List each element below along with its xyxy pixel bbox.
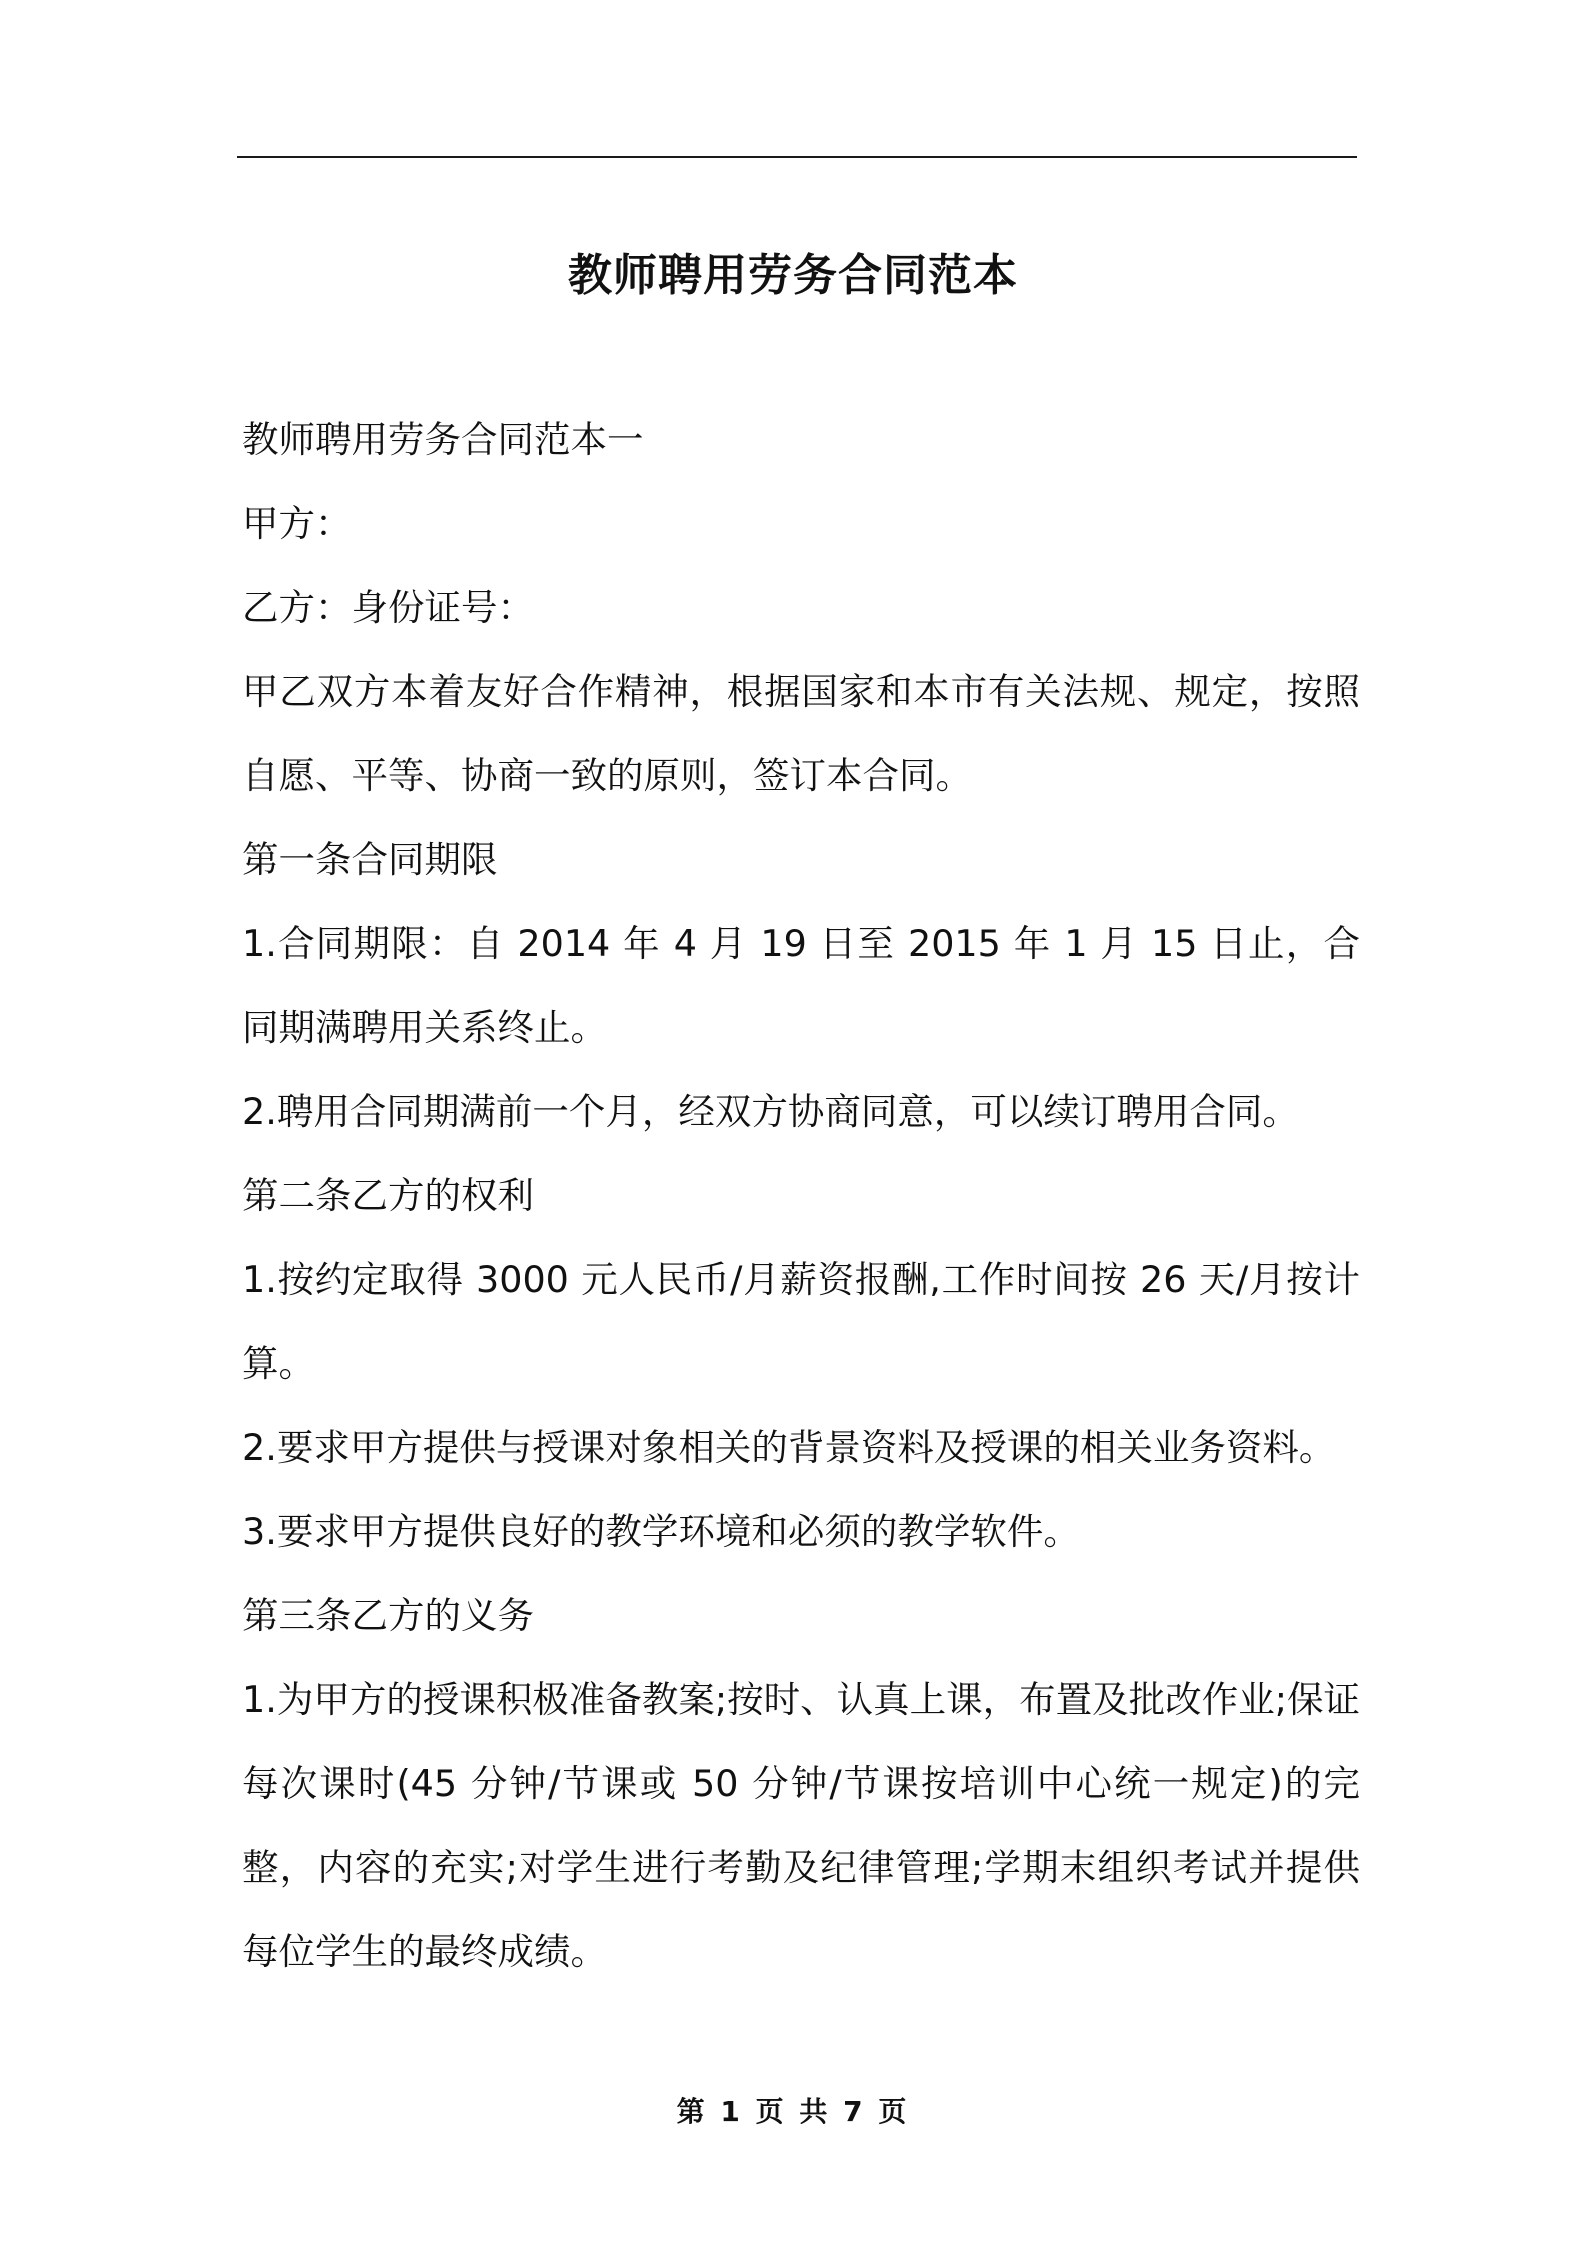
document-body <box>242 398 1360 1994</box>
clause-paragraph: 3.要求甲方提供良好的教学环境和必须的教学软件。 <box>242 1510 1080 1553</box>
party-a-line: 甲方： <box>242 502 352 545</box>
party-b-line: 乙方：身份证号： <box>242 586 534 629</box>
clause-paragraph: 1.合同期限：自 2014 年 4 月 19 日至 2015 年 1 月 15 日止，合同期满聘用关系终止。 <box>242 922 1360 1049</box>
page-number-footer: 第 1 页 共 7 页 <box>676 2095 910 2128</box>
clause-paragraph: 1.为甲方的授课积极准备教案;按时、认真上课，布置及批改作业;保证每次课时(45 分钟/节课或 50 分钟/节课按培训中心统一规定)的完整，内容的充实;对学生进行考勤及纪律管理;学期末组织考试并提供每位学生的最终成绩。 <box>242 1678 1360 1973</box>
article-heading: 第二条乙方的权利 <box>242 1174 534 1217</box>
header-divider <box>237 156 1357 158</box>
document-title: 教师聘用劳务合同范本 <box>568 250 1018 302</box>
article-heading: 第三条乙方的义务 <box>242 1594 534 1637</box>
clause-paragraph: 2.聘用合同期满前一个月，经双方协商同意，可以续订聘用合同。 <box>242 1090 1299 1133</box>
preamble-paragraph: 甲乙双方本着友好合作精神，根据国家和本市有关法规、规定，按照自愿、平等、协商一致的原则，签订本合同。 <box>242 670 1360 797</box>
clause-paragraph: 2.要求甲方提供与授课对象相关的背景资料及授课的相关业务资料。 <box>242 1426 1336 1469</box>
section-heading: 教师聘用劳务合同范本一 <box>242 418 644 461</box>
article-heading: 第一条合同期限 <box>242 838 498 881</box>
clause-paragraph: 1.按约定取得 3000 元人民币/月薪资报酬,工作时间按 26 天/月按计算。 <box>242 1258 1360 1385</box>
